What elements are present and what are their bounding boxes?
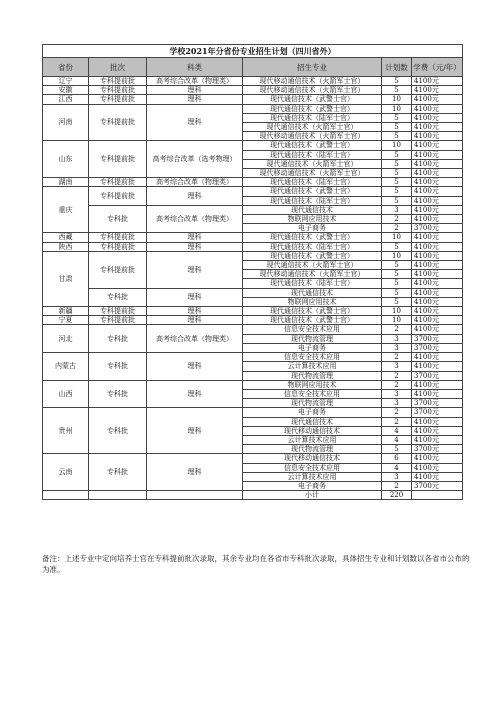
province-cell: 辽宁 <box>43 77 89 86</box>
table-body <box>43 77 463 500</box>
major-cell: 现代通信技术（火箭军士官） <box>243 261 382 270</box>
subject-cell: 理科 <box>147 353 243 381</box>
plan-cell: 10 <box>382 104 412 113</box>
fee-cell: 4100元 <box>412 187 463 196</box>
plan-cell: 2 <box>382 215 412 224</box>
plan-cell: 3 <box>382 362 412 371</box>
table-row <box>43 95 463 104</box>
table-row <box>43 353 463 362</box>
fee-cell: 4100元 <box>412 362 463 371</box>
table-row <box>43 242 463 251</box>
batch-cell: 专科批 <box>89 408 147 454</box>
header-province: 省份 <box>43 58 89 77</box>
major-cell: 信息安全技术应用 <box>243 353 382 362</box>
fee-cell: 4100元 <box>412 104 463 113</box>
major-cell: 现代通信技术 <box>243 288 382 297</box>
batch-cell: 专科提前批 <box>89 307 147 316</box>
plan-cell: 4 <box>382 463 412 472</box>
subtotal-value: 220 <box>382 491 412 500</box>
fee-cell: 4100元 <box>412 86 463 95</box>
province-cell: 山西 <box>43 380 89 408</box>
plan-cell: 2 <box>382 325 412 334</box>
table-row <box>43 380 463 389</box>
province-cell: 西藏 <box>43 233 89 242</box>
enrollment-table <box>42 44 463 500</box>
fee-cell: 4100元 <box>412 159 463 168</box>
major-cell: 信息安全技术应用 <box>243 389 382 398</box>
plan-cell: 5 <box>382 270 412 279</box>
major-cell: 现代物流管理 <box>243 334 382 343</box>
fee-cell: 4100元 <box>412 380 463 389</box>
batch-cell: 专科提前批 <box>89 187 147 205</box>
plan-cell: 2 <box>382 417 412 426</box>
table-row <box>43 454 463 463</box>
table-row <box>43 316 463 325</box>
major-cell: 现代移动通信技术 <box>243 454 382 463</box>
table-row <box>43 408 463 417</box>
fee-cell: 4100元 <box>412 169 463 178</box>
plan-cell: 5 <box>382 445 412 454</box>
subject-cell: 高考综合改革（物理类） <box>147 178 243 187</box>
major-cell: 电子商务 <box>243 224 382 233</box>
plan-cell: 2 <box>382 380 412 389</box>
fee-cell: 4100元 <box>412 307 463 316</box>
table-row <box>43 86 463 95</box>
batch-cell: 专科提前批 <box>89 178 147 187</box>
batch-cell: 专科提前批 <box>89 77 147 86</box>
plan-cell: 10 <box>382 307 412 316</box>
plan-cell: 5 <box>382 113 412 122</box>
fee-cell: 4100元 <box>412 454 463 463</box>
plan-cell: 3 <box>382 399 412 408</box>
major-cell: 电子商务 <box>243 481 382 490</box>
plan-cell: 5 <box>382 132 412 141</box>
province-cell: 山东 <box>43 141 89 178</box>
table-row <box>43 187 463 196</box>
major-cell: 信息安全技术应用 <box>243 463 382 472</box>
batch-cell: 专科批 <box>89 380 147 408</box>
subtotal-label: 小计 <box>243 491 382 500</box>
plan-cell: 5 <box>382 77 412 86</box>
plan-cell: 10 <box>382 316 412 325</box>
fee-cell: 3700元 <box>412 445 463 454</box>
plan-cell: 10 <box>382 251 412 260</box>
major-cell: 现代通信技术（火箭军士官） <box>243 123 382 132</box>
plan-cell: 5 <box>382 288 412 297</box>
batch-cell: 专科提前批 <box>89 242 147 251</box>
plan-cell: 5 <box>382 196 412 205</box>
batch-cell: 专科提前批 <box>89 95 147 104</box>
province-cell: 安徽 <box>43 86 89 95</box>
plan-cell: 3 <box>382 472 412 481</box>
major-cell: 现代通信技术（陆军士官） <box>243 150 382 159</box>
fee-cell: 4100元 <box>412 389 463 398</box>
subject-cell: 理科 <box>147 307 243 316</box>
batch-cell: 专科提前批 <box>89 141 147 178</box>
fee-cell: 4100元 <box>412 150 463 159</box>
plan-cell: 3 <box>382 334 412 343</box>
plan-cell: 5 <box>382 150 412 159</box>
footnote: 备注：上述专业中定向培养士官在专科提前批次录取，其余专业均在各省市专科批次录取，具体招生专业和计划数以各省市公布的为准。 <box>42 554 470 574</box>
major-cell: 物联网应用技术 <box>243 297 382 306</box>
table-row <box>43 288 463 297</box>
fee-cell: 4100元 <box>412 205 463 214</box>
table-row <box>43 233 463 242</box>
table-row <box>43 77 463 86</box>
major-cell: 云计算技术应用 <box>243 362 382 371</box>
plan-cell: 10 <box>382 141 412 150</box>
province-cell: 江西 <box>43 95 89 104</box>
major-cell: 现代通信技术（武警士官） <box>243 141 382 150</box>
fee-cell: 4100元 <box>412 132 463 141</box>
fee-cell: 4100元 <box>412 178 463 187</box>
header-plan: 计划数 <box>382 58 412 77</box>
fee-cell: 4100元 <box>412 196 463 205</box>
plan-cell: 10 <box>382 233 412 242</box>
province-cell: 内蒙古 <box>43 353 89 381</box>
subject-cell: 理科 <box>147 187 243 205</box>
subject-cell: 理科 <box>147 251 243 288</box>
table-row <box>43 205 463 214</box>
fee-cell: 4100元 <box>412 426 463 435</box>
plan-cell: 2 <box>382 481 412 490</box>
province-cell: 陕西 <box>43 242 89 251</box>
fee-cell: 3700元 <box>412 408 463 417</box>
subject-cell: 高考综合改革（物理类） <box>147 205 243 233</box>
subject-cell: 理科 <box>147 95 243 104</box>
fee-cell: 4100元 <box>412 325 463 334</box>
batch-cell: 专科批 <box>89 454 147 491</box>
plan-cell: 5 <box>382 169 412 178</box>
fee-cell: 4100元 <box>412 95 463 104</box>
plan-cell: 2 <box>382 408 412 417</box>
batch-cell: 专科提前批 <box>89 86 147 95</box>
header-major: 招生专业 <box>243 58 382 77</box>
fee-cell: 4100元 <box>412 242 463 251</box>
fee-cell: 4100元 <box>412 463 463 472</box>
subject-cell: 理科 <box>147 380 243 408</box>
fee-cell: 4100元 <box>412 316 463 325</box>
plan-cell: 5 <box>382 86 412 95</box>
fee-cell: 3700元 <box>412 334 463 343</box>
fee-cell: 3700元 <box>412 371 463 380</box>
table-row <box>43 178 463 187</box>
major-cell: 现代通信技术（武警士官） <box>243 104 382 113</box>
major-cell: 现代移动通信技术（火箭军士官） <box>243 86 382 95</box>
table-row <box>43 307 463 316</box>
plan-cell: 2 <box>382 224 412 233</box>
subject-cell: 高考综合改革（物理类） <box>147 77 243 86</box>
fee-cell: 4100元 <box>412 123 463 132</box>
plan-cell: 4 <box>382 435 412 444</box>
fee-cell: 4100元 <box>412 417 463 426</box>
plan-cell: 5 <box>382 159 412 168</box>
major-cell: 现代移动通信技术 <box>243 426 382 435</box>
major-cell: 物联网应用技术 <box>243 380 382 389</box>
province-cell: 贵州 <box>43 408 89 454</box>
fee-cell: 3700元 <box>412 399 463 408</box>
enrollment-plan-document <box>42 44 462 500</box>
major-cell: 现代通信技术（火箭军士官） <box>243 159 382 168</box>
major-cell: 云计算技术应用 <box>243 472 382 481</box>
major-cell: 现代通信技术（武警士官） <box>243 233 382 242</box>
plan-cell: 5 <box>382 242 412 251</box>
plan-cell: 3 <box>382 343 412 352</box>
fee-cell: 3700元 <box>412 343 463 352</box>
plan-cell: 6 <box>382 454 412 463</box>
major-cell: 现代通信技术（武警士官） <box>243 316 382 325</box>
plan-cell: 5 <box>382 178 412 187</box>
province-cell: 湖南 <box>43 178 89 187</box>
major-cell: 现代物流管理 <box>243 399 382 408</box>
batch-cell: 专科提前批 <box>89 233 147 242</box>
table-row <box>43 104 463 113</box>
table-title: 学校2021年分省份专业招生计划（四川省外） <box>42 44 463 57</box>
major-cell: 现代通信技术（陆军士官） <box>243 196 382 205</box>
header-row <box>43 58 463 77</box>
major-cell: 现代物流管理 <box>243 371 382 380</box>
batch-cell: 专科批 <box>89 288 147 306</box>
major-cell: 现代通信技术（陆军士官） <box>243 279 382 288</box>
batch-cell: 专科提前批 <box>89 251 147 288</box>
major-cell: 现代移动通信技术（火箭军士官） <box>243 169 382 178</box>
subject-cell: 理科 <box>147 242 243 251</box>
major-cell: 现代通信技术 <box>243 417 382 426</box>
batch-cell: 专科批 <box>89 353 147 381</box>
plan-cell: 2 <box>382 353 412 362</box>
subject-cell: 理科 <box>147 288 243 306</box>
subject-cell: 理科 <box>147 316 243 325</box>
subject-cell: 高考综合改革（选考物理） <box>147 141 243 178</box>
major-cell: 云计算技术应用 <box>243 435 382 444</box>
province-cell: 河北 <box>43 325 89 353</box>
major-cell: 现代物流管理 <box>243 445 382 454</box>
plan-cell: 2 <box>382 371 412 380</box>
fee-cell: 4100元 <box>412 435 463 444</box>
major-cell: 现代通信技术（武警士官） <box>243 307 382 316</box>
plan-cell: 5 <box>382 279 412 288</box>
plan-cell: 5 <box>382 297 412 306</box>
header-batch: 批次 <box>89 58 147 77</box>
major-cell: 电子商务 <box>243 408 382 417</box>
subject-cell: 理科 <box>147 408 243 454</box>
plan-cell: 5 <box>382 187 412 196</box>
plan-cell: 3 <box>382 389 412 398</box>
fee-cell: 4100元 <box>412 279 463 288</box>
major-cell: 信息安全技术应用 <box>243 325 382 334</box>
fee-cell: 4100元 <box>412 472 463 481</box>
fee-cell: 4100元 <box>412 141 463 150</box>
fee-cell: 4100元 <box>412 233 463 242</box>
subject-cell: 理科 <box>147 104 243 141</box>
table-row <box>43 251 463 260</box>
major-cell: 现代通信技术（武警士官） <box>243 95 382 104</box>
subject-cell: 理科 <box>147 233 243 242</box>
subject-cell: 理科 <box>147 86 243 95</box>
province-cell: 云南 <box>43 454 89 491</box>
fee-cell: 4100元 <box>412 261 463 270</box>
major-cell: 现代通信技术（陆军士官） <box>243 178 382 187</box>
batch-cell: 专科提前批 <box>89 316 147 325</box>
fee-cell: 3700元 <box>412 224 463 233</box>
fee-cell: 4100元 <box>412 288 463 297</box>
fee-cell: 4100元 <box>412 215 463 224</box>
subject-cell: 理科 <box>147 454 243 491</box>
plan-cell: 10 <box>382 95 412 104</box>
fee-cell: 4100元 <box>412 297 463 306</box>
plan-cell: 5 <box>382 261 412 270</box>
major-cell: 现代通信技术 <box>243 205 382 214</box>
header-subject: 科类 <box>147 58 243 77</box>
major-cell: 现代通信技术（武警士官） <box>243 251 382 260</box>
province-cell: 新疆 <box>43 307 89 316</box>
plan-cell: 5 <box>382 123 412 132</box>
subject-cell: 高考综合改革（物理类） <box>147 325 243 353</box>
fee-cell: 4100元 <box>412 251 463 260</box>
major-cell: 现代移动通信技术（火箭军士官） <box>243 270 382 279</box>
major-cell: 物联网应用技术 <box>243 215 382 224</box>
province-cell: 甘肃 <box>43 251 89 306</box>
table-row <box>43 141 463 150</box>
subtotal-row <box>43 491 463 500</box>
header-fee: 学费（元/年） <box>412 58 463 77</box>
plan-cell: 4 <box>382 426 412 435</box>
major-cell: 现代通信技术（陆军士官） <box>243 242 382 251</box>
table-row <box>43 325 463 334</box>
batch-cell: 专科批 <box>89 205 147 233</box>
fee-cell: 4100元 <box>412 353 463 362</box>
plan-cell: 3 <box>382 205 412 214</box>
fee-cell: 4100元 <box>412 77 463 86</box>
province-cell: 宁夏 <box>43 316 89 325</box>
major-cell: 现代移动通信技术（火箭军士官） <box>243 132 382 141</box>
fee-cell: 3700元 <box>412 481 463 490</box>
fee-cell: 4100元 <box>412 113 463 122</box>
fee-cell: 4100元 <box>412 270 463 279</box>
major-cell: 现代通信技术（武警士官） <box>243 187 382 196</box>
province-cell: 重庆 <box>43 187 89 233</box>
major-cell: 电子商务 <box>243 343 382 352</box>
major-cell: 现代移动通信技术（火箭军士官） <box>243 77 382 86</box>
batch-cell: 专科提前批 <box>89 104 147 141</box>
major-cell: 现代通信技术（陆军士官） <box>243 113 382 122</box>
batch-cell: 专科批 <box>89 325 147 353</box>
province-cell: 河南 <box>43 104 89 141</box>
